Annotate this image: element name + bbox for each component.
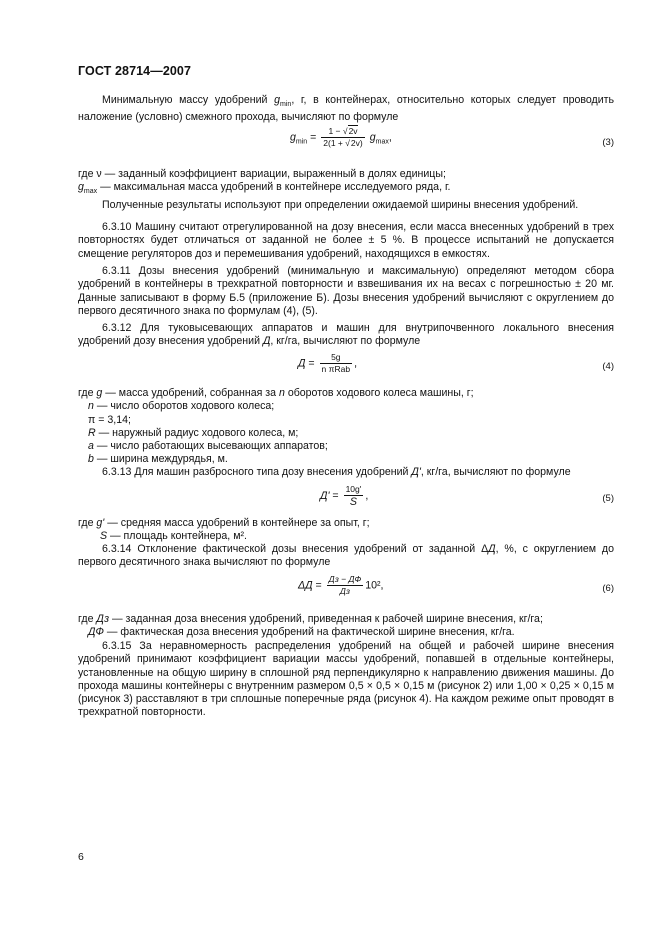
legend-line: S — площадь контейнера, м². <box>100 530 247 543</box>
section-6-3-12: 6.3.12 Для туковысевающих аппаратов и машин для внутрипочвенного локального внесения удобрений дозу внесения удобрений Д, кг/га, вычисляют по формуле <box>78 322 614 348</box>
formula-6: ΔД = $\frac{Дз - ДФ}{Дз}$ 10², <box>298 574 384 596</box>
section-6-3-10: 6.3.10 Машину считают отрегулированной на дозу внесения, если масса внесенных удобрений в трех повторностях будет отличаться от заданной не более ± 5 %. В процессе испытаний не допускается смещение регуляторов доз и перемешивания удобрений, находящихся в емкостях. <box>78 221 614 260</box>
legend-line: где Дз — заданная доза внесения удобрений, приведенная к рабочей ширине внесения, кг/га; <box>78 613 543 625</box>
paragraph: Полученные результаты используют при определении ожидаемой ширины внесения удобрений. <box>102 198 579 211</box>
legend-line: n — число оборотов ходового колеса; <box>88 400 275 413</box>
legend-line: R — наружный радиус ходового колеса, м; <box>88 426 299 439</box>
formula-3: $g_{min}$ = $\frac{1 - √2v}{2(1 + √2v)}$ $g_{max}$, <box>290 126 392 148</box>
section-6-3-11: 6.3.11 Дозы внесения удобрений (минимальную и максимальную) определяют методом сбора удобрений в контейнеры в трехкратной повторности и взвешивания их на весах с погрешностью ± 20 мг. Данные записывают в форму Б.5 (приложение Б). Дозы внесения удобрений вычисляют с округлением до первого десятичного знака по формулам (4), (5). <box>78 265 614 317</box>
formula-4-legend <box>78 387 614 467</box>
section-6-3-15: 6.3.15 За неравномерность распределения удобрений на общей и рабочей ширине внесения удобрений принимают коэффициент вариации массы удобрений, попавшей в отдельные контейнеры, установленные на общую ширину в сплошной ряд перпендикулярно к направлению движения машины. До прохода машины контейнеры с внутренним размером 0,5 × 0,5 × 0,15 м (рисунок 2) или 1,00 × 0,25 × 0,15 м (рисунок 3) расставляют в три сплошные поперечные ряда (рисунок 4). На каждом режиме опыт проводят в трехкратной повторности. <box>78 640 614 719</box>
legend-line: где g — масса удобрений, собранная за n оборотов ходового колеса машины, г; <box>78 387 474 399</box>
legend-line: π = 3,14; <box>88 413 131 426</box>
formula-5-legend <box>78 517 614 544</box>
section-6-3-14: 6.3.14 Отклонение фактической дозы внесения удобрений от заданной ΔД, %, с округлением до первого десятичного знака вычисляют по формуле <box>78 543 614 569</box>
formula-4: Д = $\frac{5g}{\text{n πRab}}$ , <box>298 352 358 374</box>
formula-6-legend <box>78 613 614 640</box>
section-6-3-13: 6.3.13 Для машин разбросного типа дозу внесения удобрений Д', кг/га, вычисляют по формуле <box>102 466 571 478</box>
intro-paragraph: Минимальную массу удобрений $g_{min}$, г, в контейнерах, относительно которых следует проводить наложение (условно) смежного прохода, вычисляют по формуле <box>78 94 614 124</box>
formula-5: Д' = $\frac{10g'}{S}$ , <box>320 484 369 508</box>
formula-3-legend <box>78 168 614 212</box>
page-number: 6 <box>78 851 84 863</box>
equation-number-4: (4) <box>602 361 614 372</box>
document-header: ГОСТ 28714—2007 <box>78 64 192 78</box>
legend-line: ДФ — фактическая доза внесения удобрений на фактической ширине внесения, кг/га. <box>88 626 515 639</box>
equation-number-5: (5) <box>602 493 614 504</box>
equation-number-3: (3) <box>602 137 614 148</box>
legend-line: b — ширина междурядья, м. <box>88 453 228 466</box>
legend-line: где ν — заданный коэффициент вариации, выраженный в долях единицы; <box>78 168 446 180</box>
equation-number-6: (6) <box>602 583 614 594</box>
legend-line: где g' — средняя масса удобрений в контейнере за опыт, г; <box>78 517 370 529</box>
legend-line: $g_{max}$ — максимальная масса удобрений в контейнере исследуемого ряда, г. <box>78 181 451 196</box>
legend-line: a — число работающих высевающих аппаратов; <box>88 440 328 453</box>
